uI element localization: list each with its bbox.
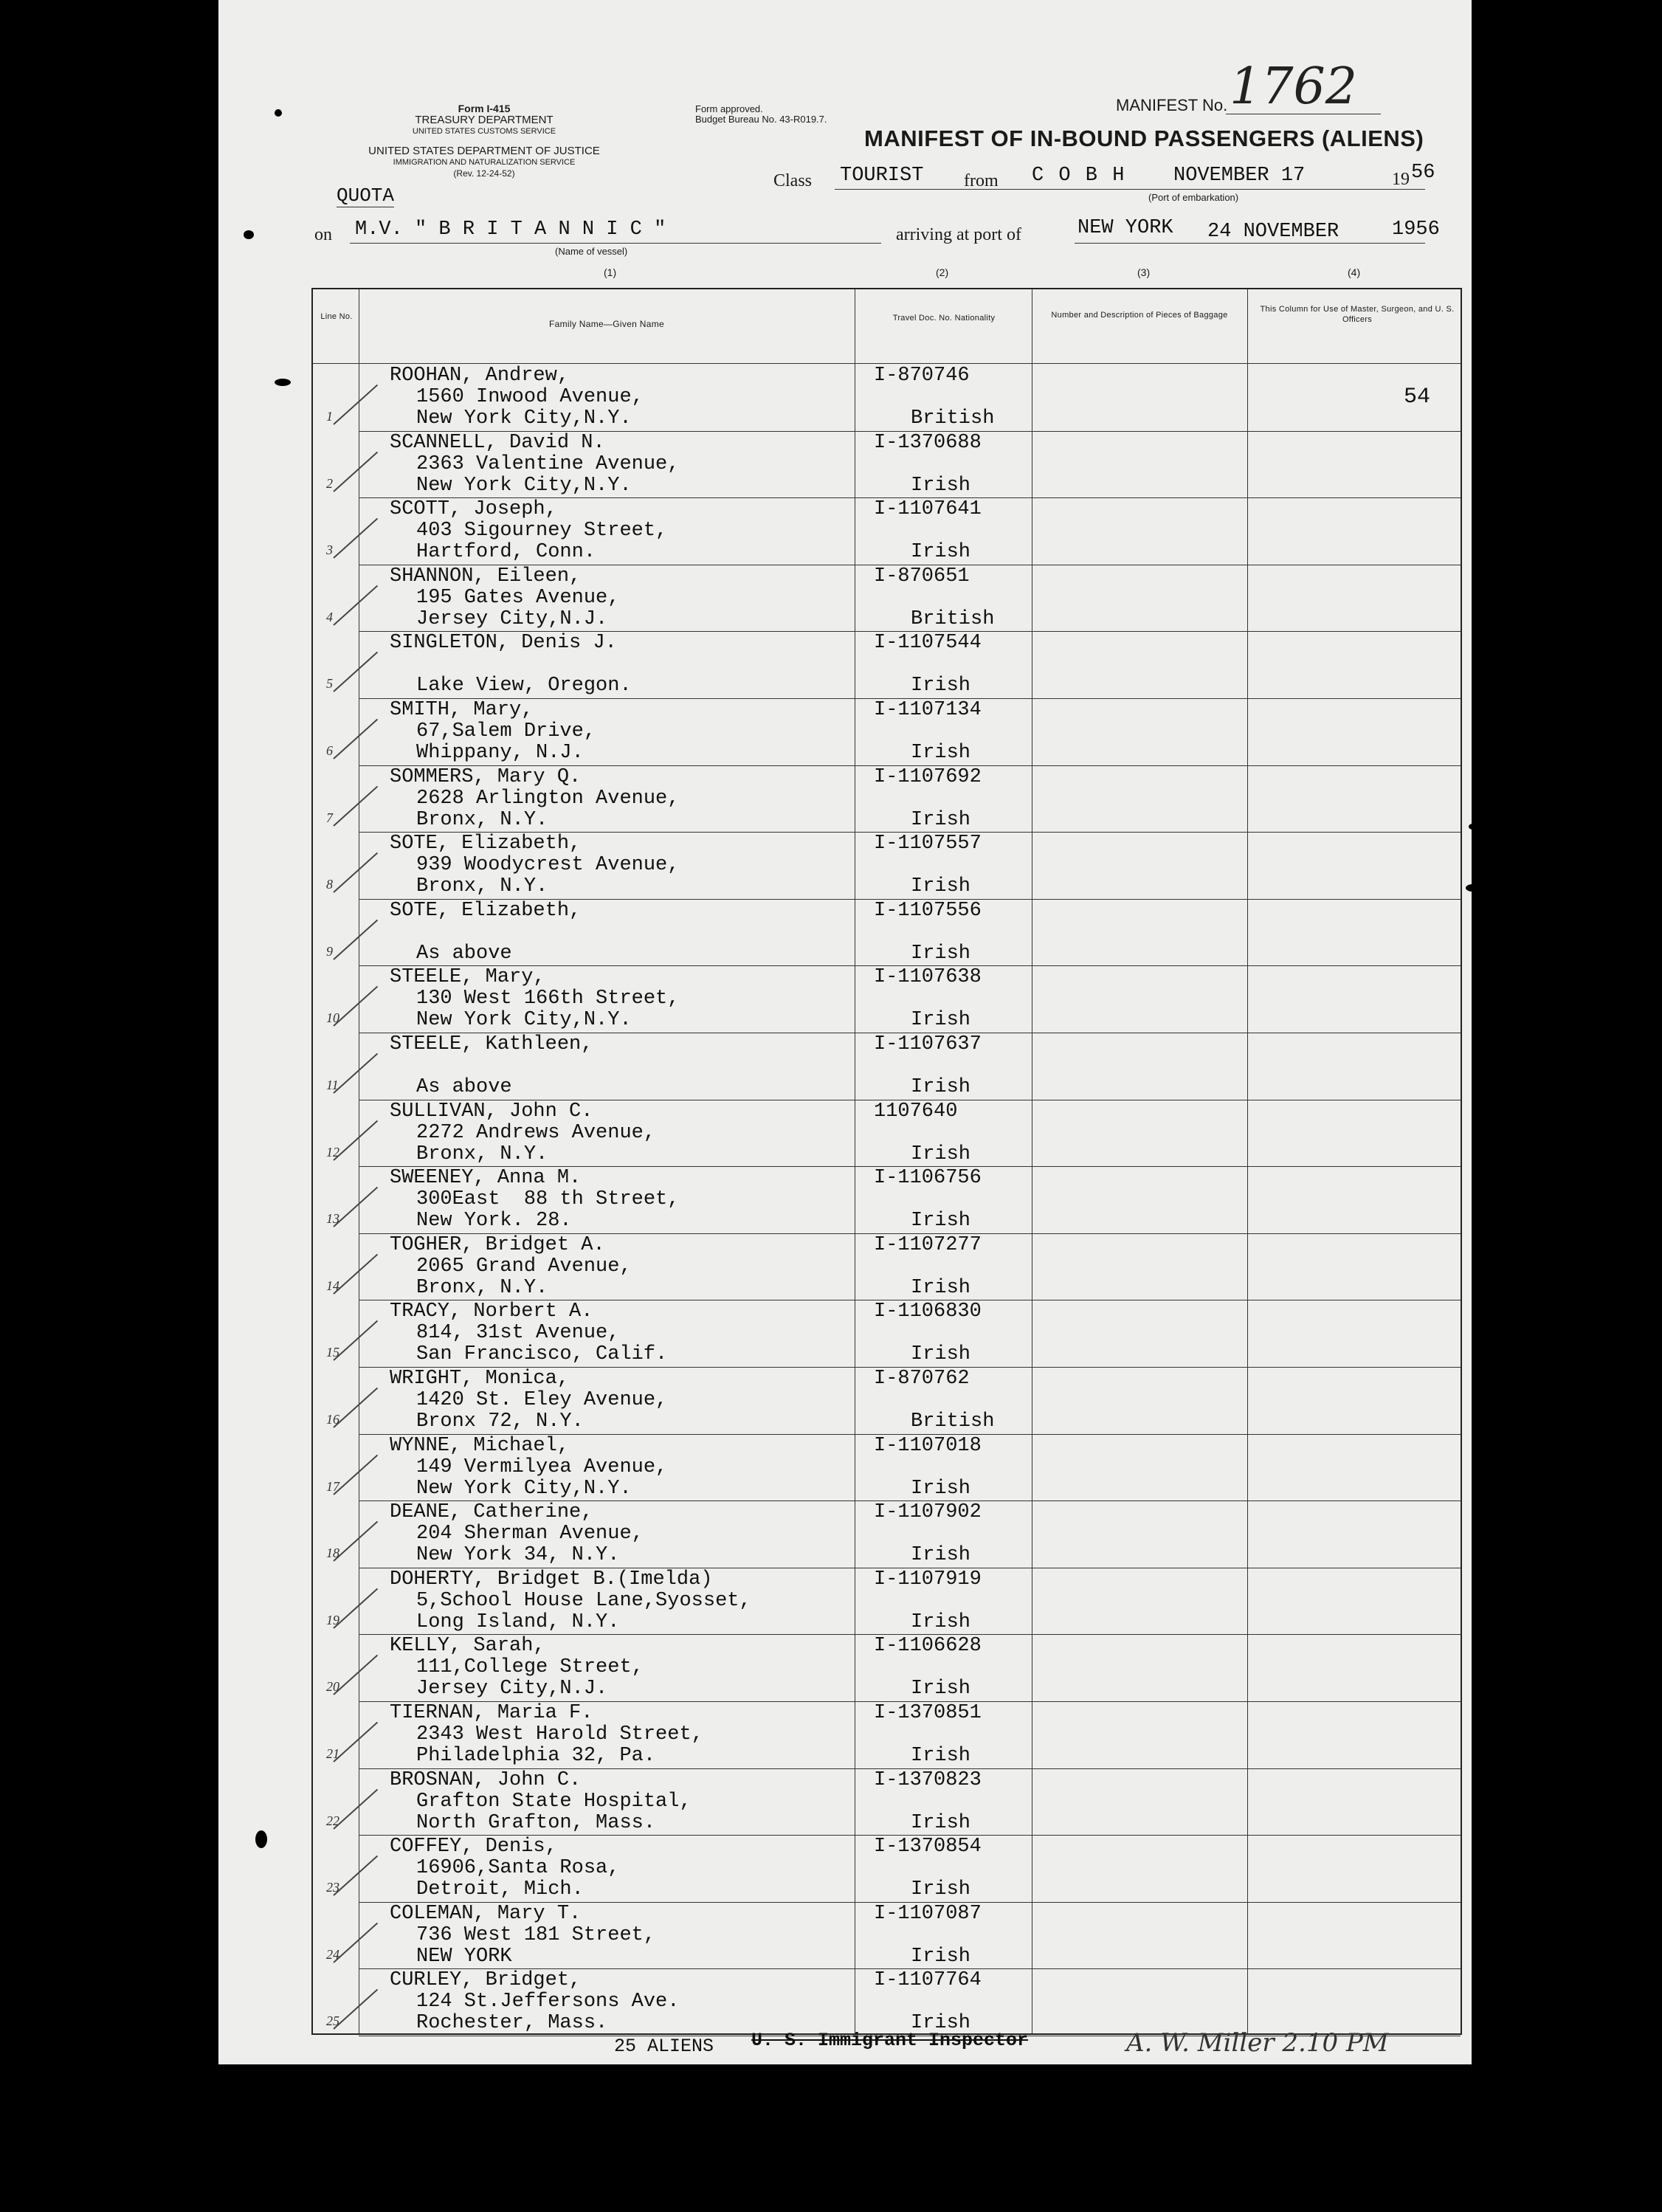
passenger-name: BROSNAN, John C.	[390, 1768, 582, 1791]
check-mark	[333, 585, 378, 626]
check-mark	[333, 518, 378, 559]
passenger-name: SCANNELL, David N.	[390, 431, 605, 454]
nationality: British	[911, 607, 995, 630]
check-mark	[333, 1320, 378, 1361]
passenger-address-line1: 2065 Grand Avenue,	[416, 1255, 632, 1278]
vessel-name: M.V. " B R I T A N N I C "	[355, 218, 666, 241]
col-num-2: (2)	[936, 266, 949, 278]
travel-doc-number: I-1107544	[874, 632, 982, 655]
line-number: 3	[326, 542, 333, 558]
passenger-address-line2: As above	[416, 1076, 512, 1098]
check-mark	[333, 1521, 378, 1562]
travel-doc-number: I-1107277	[874, 1233, 982, 1256]
travel-doc-number: I-1106756	[874, 1167, 982, 1190]
passenger-address-line1: 300East 88 th Street,	[416, 1188, 680, 1211]
year-prefix: 19	[1392, 170, 1410, 189]
passenger-address-line1: 2343 West Harold Street,	[416, 1723, 703, 1746]
nationality: British	[911, 407, 995, 430]
class-label: Class	[773, 171, 813, 190]
passenger-address-line2: Hartford, Conn.	[416, 541, 596, 564]
passenger-name: TIERNAN, Maria F.	[390, 1702, 593, 1724]
nationality: Irish	[911, 1210, 971, 1233]
check-mark	[333, 785, 378, 826]
arrival-year: 1956	[1392, 218, 1440, 241]
passenger-address-line2: Bronx, N.Y.	[416, 1276, 548, 1299]
nationality: Irish	[911, 1343, 971, 1366]
check-mark	[333, 385, 378, 425]
customs-service: UNITED STATES CUSTOMS SERVICE	[412, 127, 556, 136]
passenger-address-line1: 736 West 181 Street,	[416, 1923, 656, 1946]
nationality: Irish	[911, 675, 971, 697]
passenger-name: DEANE, Catherine,	[390, 1501, 593, 1524]
travel-doc-number: I-1107692	[874, 765, 982, 788]
passenger-address-line1: 814, 31st Avenue,	[416, 1322, 620, 1345]
line-number: 25	[326, 2013, 339, 2029]
passenger-address-line2: Philadelphia 32, Pa.	[416, 1745, 656, 1767]
travel-doc-number: I-1370688	[874, 431, 982, 454]
arrival-line	[1075, 243, 1425, 244]
passenger-address-line2: New York City,N.Y.	[416, 1009, 632, 1032]
check-mark	[333, 451, 378, 492]
travel-doc-number: I-1107134	[874, 699, 982, 721]
passenger-name: SOTE, Elizabeth,	[390, 899, 582, 922]
margin-mark	[1466, 884, 1479, 892]
passenger-address-line1: 2628 Arlington Avenue,	[416, 787, 680, 810]
travel-doc-number: I-1107018	[874, 1434, 982, 1457]
margin-mark	[255, 1830, 267, 1848]
margin-mark	[244, 230, 254, 239]
passenger-address-line2: Bronx, N.Y.	[416, 808, 548, 831]
line-number: 15	[326, 1345, 339, 1360]
line-number: 16	[326, 1412, 339, 1427]
margin-mark	[1469, 824, 1477, 830]
travel-doc-number: I-1107902	[874, 1501, 982, 1524]
passenger-name: SWEENEY, Anna M.	[390, 1167, 582, 1190]
arriving-label: arriving at port of	[896, 225, 1021, 244]
port-embark-note: (Port of embarkation)	[1148, 192, 1239, 203]
passenger-table	[311, 288, 1462, 2035]
line-number: 4	[326, 609, 333, 624]
passenger-name: KELLY, Sarah,	[390, 1635, 545, 1658]
nationality: Irish	[911, 541, 971, 564]
manifest-sheet	[218, 0, 1472, 2064]
passenger-name: SINGLETON, Denis J.	[390, 632, 617, 655]
passenger-address-line1: 16906,Santa Rosa,	[416, 1857, 620, 1880]
quota-stamp: QUOTA	[337, 185, 395, 207]
line-number: 22	[326, 1813, 339, 1828]
travel-doc-number: I-1107637	[874, 1033, 982, 1055]
manifest-label: MANIFEST No.	[1116, 96, 1228, 114]
nationality: Irish	[911, 808, 971, 831]
nationality: Irish	[911, 875, 971, 898]
passenger-address-line2: Long Island, N.Y.	[416, 1610, 620, 1633]
passenger-name: TOGHER, Bridget A.	[390, 1233, 605, 1256]
passenger-address-line2: Jersey City,N.J.	[416, 607, 608, 630]
passenger-name: SHANNON, Eileen,	[390, 565, 582, 588]
travel-doc-number: I-1106628	[874, 1635, 982, 1658]
check-mark	[333, 1120, 378, 1160]
passenger-name: CURLEY, Bridget,	[390, 1969, 582, 1992]
nationality: Irish	[911, 742, 971, 764]
check-mark	[333, 719, 378, 759]
line-number: 19	[326, 1612, 339, 1627]
check-mark	[333, 1655, 378, 1695]
page-title: MANIFEST OF IN-BOUND PASSENGERS (ALIENS)	[864, 125, 1424, 151]
check-mark	[333, 1454, 378, 1495]
nationality: Irish	[911, 1678, 971, 1701]
travel-doc-number: I-1107641	[874, 498, 982, 521]
line-number: 2	[326, 475, 333, 491]
check-mark	[333, 986, 378, 1027]
passenger-address-line1: 130 West 166th Street,	[416, 988, 680, 1010]
passenger-address-line1: 204 Sherman Avenue,	[416, 1523, 644, 1546]
passenger-name: STEELE, Kathleen,	[390, 1033, 593, 1055]
travel-doc-number: I-1107638	[874, 966, 982, 989]
travel-doc-number: I-1107556	[874, 899, 982, 922]
travel-doc-number: I-1370851	[874, 1702, 982, 1724]
line-number: 17	[326, 1478, 339, 1494]
passenger-name: SULLIVAN, John C.	[390, 1100, 593, 1123]
col-header-officers: This Column for Use of Master, Surgeon, and U. S. Officers	[1260, 305, 1455, 324]
travel-doc-number: I-870762	[874, 1368, 970, 1390]
check-mark	[333, 1856, 378, 1896]
col-num-1: (1)	[604, 266, 617, 278]
on-label: on	[314, 225, 332, 244]
line-number: 14	[326, 1278, 339, 1293]
check-mark	[333, 1989, 378, 2030]
line-number: 24	[326, 1946, 339, 1962]
check-mark	[333, 1053, 378, 1094]
passenger-name: SMITH, Mary,	[390, 699, 534, 721]
margin-mark	[275, 379, 291, 386]
passenger-address-line2: New York City,N.Y.	[416, 474, 632, 497]
travel-doc-number: I-1370823	[874, 1768, 982, 1791]
nationality: Irish	[911, 1477, 971, 1500]
line-number: 1	[326, 409, 333, 424]
nationality: Irish	[911, 2012, 971, 2035]
travel-doc-number: I-1370854	[874, 1836, 982, 1858]
year-embark: 56	[1411, 162, 1435, 184]
nationality: Irish	[911, 1811, 971, 1834]
class-value: TOURIST	[840, 165, 924, 187]
header-rule	[313, 363, 1461, 364]
passenger-address-line1: 111,College Street,	[416, 1656, 644, 1679]
passenger-address-line1: 5,School House Lane,Syosset,	[416, 1589, 751, 1612]
passenger-address-line2: NEW YORK	[416, 1945, 512, 1968]
passenger-address-line1: 124 St.Jeffersons Ave.	[416, 1991, 680, 2013]
passenger-address-line2: As above	[416, 942, 512, 965]
passenger-name: COFFEY, Denis,	[390, 1836, 557, 1858]
line-number: 6	[326, 743, 333, 758]
alien-count: 25 ALIENS	[614, 2036, 714, 2057]
passenger-address-line2: North Grafton, Mass.	[416, 1811, 656, 1834]
passenger-name: STEELE, Mary,	[390, 966, 545, 989]
passenger-address-line2: San Francisco, Calif.	[416, 1343, 668, 1366]
travel-doc-number: 1107640	[874, 1100, 958, 1123]
line-number: 11	[326, 1078, 339, 1092]
class-line	[835, 189, 1425, 190]
travel-doc-number: I-1106830	[874, 1300, 982, 1323]
col-header-baggage: Number and Description of Pieces of Baggage	[1051, 311, 1228, 320]
from-label: from	[964, 171, 999, 190]
passenger-address-line2: Bronx 72, N.Y.	[416, 1410, 584, 1433]
check-mark	[333, 920, 378, 960]
treasury-dept: TREASURY DEPARTMENT	[415, 114, 554, 126]
inspector-label: U. S. Immigrant Inspector	[751, 2030, 1029, 2051]
passenger-name: WYNNE, Michael,	[390, 1434, 570, 1457]
line-number: 20	[326, 1679, 339, 1695]
nationality: Irish	[911, 474, 971, 497]
col-header-name: Family Name—Given Name	[549, 319, 664, 329]
officer-note: 54	[1404, 385, 1431, 410]
budget-bureau: Budget Bureau No. 43-R019.7.	[695, 114, 827, 125]
passenger-name: SOTE, Elizabeth,	[390, 833, 582, 855]
travel-doc-number: I-1107087	[874, 1902, 982, 1925]
nationality: British	[911, 1410, 995, 1433]
travel-doc-number: I-1107764	[874, 1969, 982, 1992]
passenger-address-line2: Detroit, Mich.	[416, 1878, 584, 1901]
line-number: 10	[326, 1010, 339, 1026]
travel-doc-number: I-870651	[874, 565, 970, 588]
nationality: Irish	[911, 1544, 971, 1567]
form-number: Form I-415	[458, 103, 511, 114]
line-number: 18	[326, 1546, 339, 1561]
line-number: 13	[326, 1211, 339, 1227]
passenger-name: DOHERTY, Bridget B.(Imelda)	[390, 1568, 713, 1591]
check-mark	[333, 852, 378, 893]
nationality: Irish	[911, 1276, 971, 1299]
vessel-note: (Name of vessel)	[555, 246, 628, 257]
nationality: Irish	[911, 1143, 971, 1165]
passenger-address-line1: 403 Sigourney Street,	[416, 520, 668, 542]
nationality: Irish	[911, 1076, 971, 1098]
passenger-address-line2: New York 34, N.Y.	[416, 1544, 620, 1567]
check-mark	[333, 1722, 378, 1763]
margin-mark	[275, 109, 282, 117]
passenger-address-line1: 1560 Inwood Avenue,	[416, 386, 644, 408]
passenger-address-line1: 149 Vermilyea Avenue,	[416, 1455, 668, 1478]
passenger-address-line1: 2363 Valentine Avenue,	[416, 452, 680, 475]
passenger-address-line2: Whippany, N.J.	[416, 742, 584, 764]
travel-doc-number: I-1107919	[874, 1568, 982, 1591]
line-number: 21	[326, 1746, 339, 1761]
passenger-name: SCOTT, Joseph,	[390, 498, 557, 521]
col-header-travel-doc: Travel Doc. No. Nationality	[892, 314, 996, 323]
form-approved: Form approved.	[695, 103, 763, 114]
check-mark	[333, 1923, 378, 1963]
passenger-name: ROOHAN, Andrew,	[390, 365, 570, 387]
passenger-address-line1: 195 Gates Avenue,	[416, 586, 620, 609]
line-number: 23	[326, 1880, 339, 1895]
passenger-address-line2: Bronx, N.Y.	[416, 1143, 548, 1165]
passenger-address-line1: Grafton State Hospital,	[416, 1790, 692, 1813]
passenger-address-line1: 67,Salem Drive,	[416, 720, 596, 742]
check-mark	[333, 652, 378, 692]
check-mark	[333, 1388, 378, 1428]
nationality: Irish	[911, 1878, 971, 1901]
passenger-address-line2: New York. 28.	[416, 1210, 572, 1233]
passenger-address-line2: New York City,N.Y.	[416, 1477, 632, 1500]
nationality: Irish	[911, 942, 971, 965]
nationality: Irish	[911, 1745, 971, 1767]
vessel-line	[350, 243, 881, 244]
from-value: C O B H	[1032, 165, 1126, 187]
passenger-address-line2: New York City,N.Y.	[416, 407, 632, 430]
nationality: Irish	[911, 1009, 971, 1032]
nationality: Irish	[911, 1945, 971, 1968]
passenger-name: COLEMAN, Mary T.	[390, 1902, 582, 1925]
check-mark	[333, 1588, 378, 1629]
passenger-address-line1: 939 Woodycrest Avenue,	[416, 854, 680, 877]
inspector-signature: A. W. Miller 2.10 PM	[1126, 2028, 1389, 2058]
check-mark	[333, 1254, 378, 1295]
line-number: 7	[326, 810, 333, 825]
check-mark	[333, 1788, 378, 1829]
arrival-date: 24 NOVEMBER	[1207, 221, 1339, 243]
justice-dept: UNITED STATES DEPARTMENT OF JUSTICE	[368, 145, 600, 157]
nationality: Irish	[911, 1610, 971, 1633]
col-divider-baggage	[1247, 289, 1248, 2033]
passenger-address-line1: 1420 St. Eley Avenue,	[416, 1389, 668, 1411]
ins-service: IMMIGRATION AND NATURALIZATION SERVICE	[393, 158, 576, 167]
passenger-address-line2: Bronx, N.Y.	[416, 875, 548, 898]
col-num-4: (4)	[1348, 266, 1361, 278]
line-number: 9	[326, 943, 333, 959]
check-mark	[333, 1187, 378, 1227]
passenger-name: WRIGHT, Monica,	[390, 1368, 570, 1390]
passenger-name: TRACY, Norbert A.	[390, 1300, 593, 1323]
passenger-name: SOMMERS, Mary Q.	[390, 765, 582, 788]
col-num-3: (3)	[1137, 266, 1151, 278]
travel-doc-number: I-870746	[874, 365, 970, 387]
manifest-number: 1762	[1230, 58, 1358, 116]
passenger-address-line2: Lake View, Oregon.	[416, 675, 632, 697]
line-number: 8	[326, 877, 333, 892]
travel-doc-number: I-1107557	[874, 833, 982, 855]
passenger-address-line1: 2272 Andrews Avenue,	[416, 1121, 656, 1144]
passenger-address-line2: Jersey City,N.J.	[416, 1678, 608, 1701]
col-header-line: Line No.	[320, 312, 353, 321]
revision-date: (Rev. 12-24-52)	[453, 168, 515, 179]
line-number: 5	[326, 676, 333, 692]
passenger-address-line2: Rochester, Mass.	[416, 2012, 608, 2035]
line-number: 12	[326, 1144, 339, 1160]
embark-date: NOVEMBER 17	[1173, 165, 1306, 187]
arrival-port: NEW YORK	[1077, 217, 1173, 239]
